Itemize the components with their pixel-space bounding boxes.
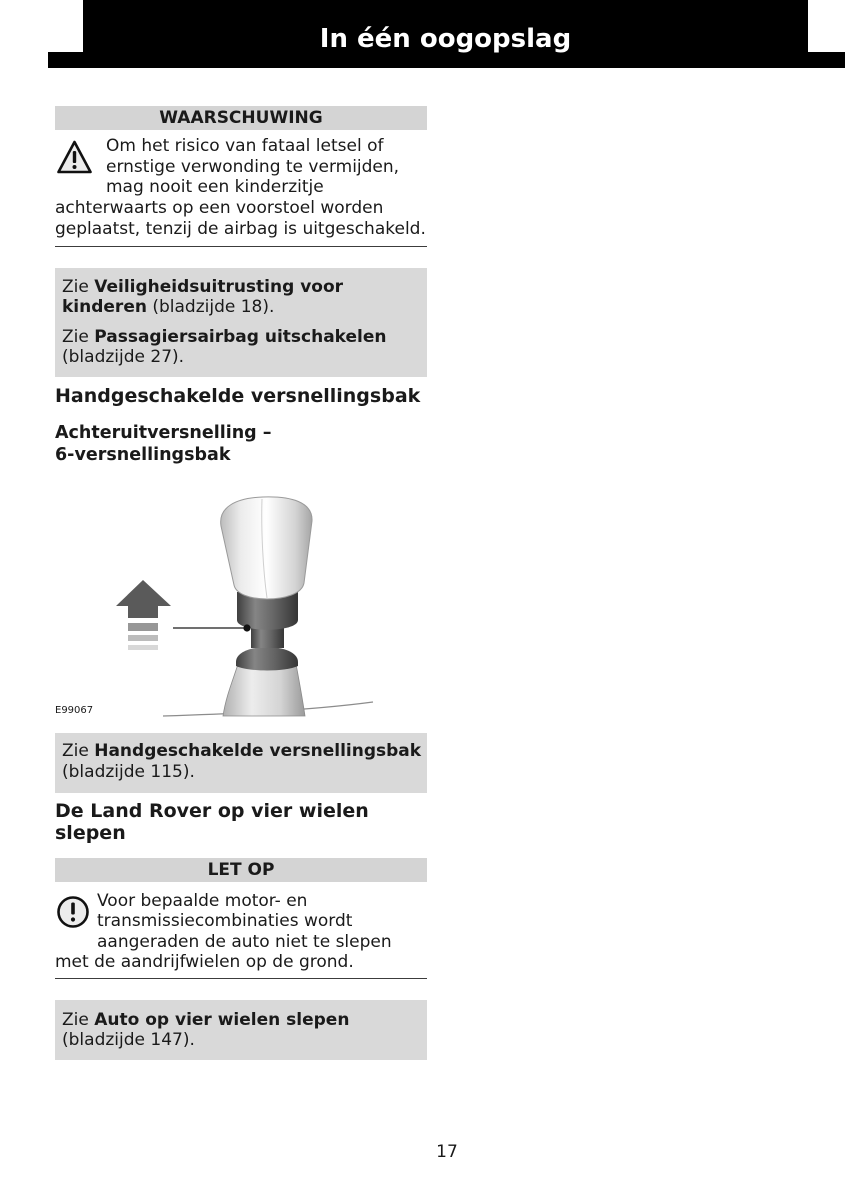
warning-line: geplaatst, tenzij de airbag is uitgeschakeld.: [55, 218, 426, 239]
subheading-line: Achteruitversnelling –: [55, 423, 272, 443]
caution-line: Voor bepaalde motor- en: [97, 891, 308, 911]
manual-gearbox-reference: [55, 733, 427, 793]
boot-collar: [236, 647, 298, 671]
gear-knob: [221, 497, 312, 599]
heading-line: slepen: [55, 822, 126, 844]
section-heading-manual-gearbox: Handgeschakelde versnellingsbak: [55, 385, 421, 407]
arrow-head: [116, 580, 171, 606]
warning-line: achterwaarts op een voorstoel worden: [55, 198, 384, 219]
caution-line: transmissiecombinaties wordt: [97, 911, 353, 932]
caution-text: [55, 891, 427, 973]
reference-title: kinderen: [62, 297, 147, 317]
child-safety-references: [55, 268, 427, 377]
heading-line: De Land Rover op vier wielen: [55, 800, 369, 822]
caution-divider: [55, 978, 427, 979]
warning-divider: [55, 246, 427, 247]
reference-line: [62, 1010, 427, 1030]
section-heading-towing: [55, 800, 427, 844]
reference-title: Handgeschakelde versnellingsbak: [94, 741, 422, 761]
arrow-stripe: [128, 645, 158, 650]
reference-title: Auto op vier wielen slepen: [94, 1010, 350, 1030]
subheading-line: 6-versnellingsbak: [55, 445, 231, 465]
caution-line: aangeraden de auto niet te slepen: [97, 931, 392, 952]
reference-line: [62, 1030, 427, 1050]
reference-line: [62, 277, 427, 297]
reference-title: Veiligheidsuitrusting voor: [94, 277, 344, 297]
see-label: Zie: [62, 1010, 89, 1030]
caution-line: met de aandrijfwielen op de grond.: [55, 952, 354, 973]
warning-line: ernstige verwonding te vermijden,: [106, 156, 400, 177]
reference-page: (bladzijde 147).: [62, 1030, 195, 1050]
reference-child-safety: [62, 277, 427, 317]
reference-title: Passagiersairbag uitschakelen: [94, 327, 387, 347]
reference-page: (bladzijde 18).: [152, 297, 275, 317]
reference-page: (bladzijde 27).: [62, 347, 185, 367]
leader-dot: [243, 624, 250, 631]
warning-line: mag nooit een kinderzitje: [106, 177, 324, 198]
warning-label: WAARSCHUWING: [55, 106, 427, 130]
reference-page: (bladzijde 115).: [62, 762, 195, 782]
subheading-reverse-gear: [55, 422, 427, 466]
gear-boot: [223, 664, 305, 716]
reference-line: [62, 347, 427, 367]
page-title: In één oogopslag: [319, 24, 572, 54]
arrow-stripe: [128, 635, 158, 641]
towing-reference: [55, 1000, 427, 1060]
see-label: Zie: [62, 327, 89, 347]
warning-text: [55, 136, 427, 239]
see-label: Zie: [62, 277, 89, 297]
reference-line: [62, 741, 427, 762]
reverse-gear-arrow-icon: [116, 580, 171, 650]
arrow-shaft: [128, 605, 158, 618]
arrow-stripe: [128, 623, 158, 631]
reference-line: [62, 327, 427, 347]
figure-code: E99067: [55, 705, 94, 716]
see-label: Zie: [62, 741, 89, 761]
page-number: 17: [436, 1142, 458, 1162]
gear-shift-illustration: [55, 490, 427, 720]
reference-line: [62, 297, 427, 317]
caution-label: LET OP: [55, 858, 427, 882]
reference-line: [62, 762, 427, 783]
reference-airbag-deactivation: [62, 327, 427, 367]
warning-line: Om het risico van fataal letsel of: [106, 136, 384, 156]
